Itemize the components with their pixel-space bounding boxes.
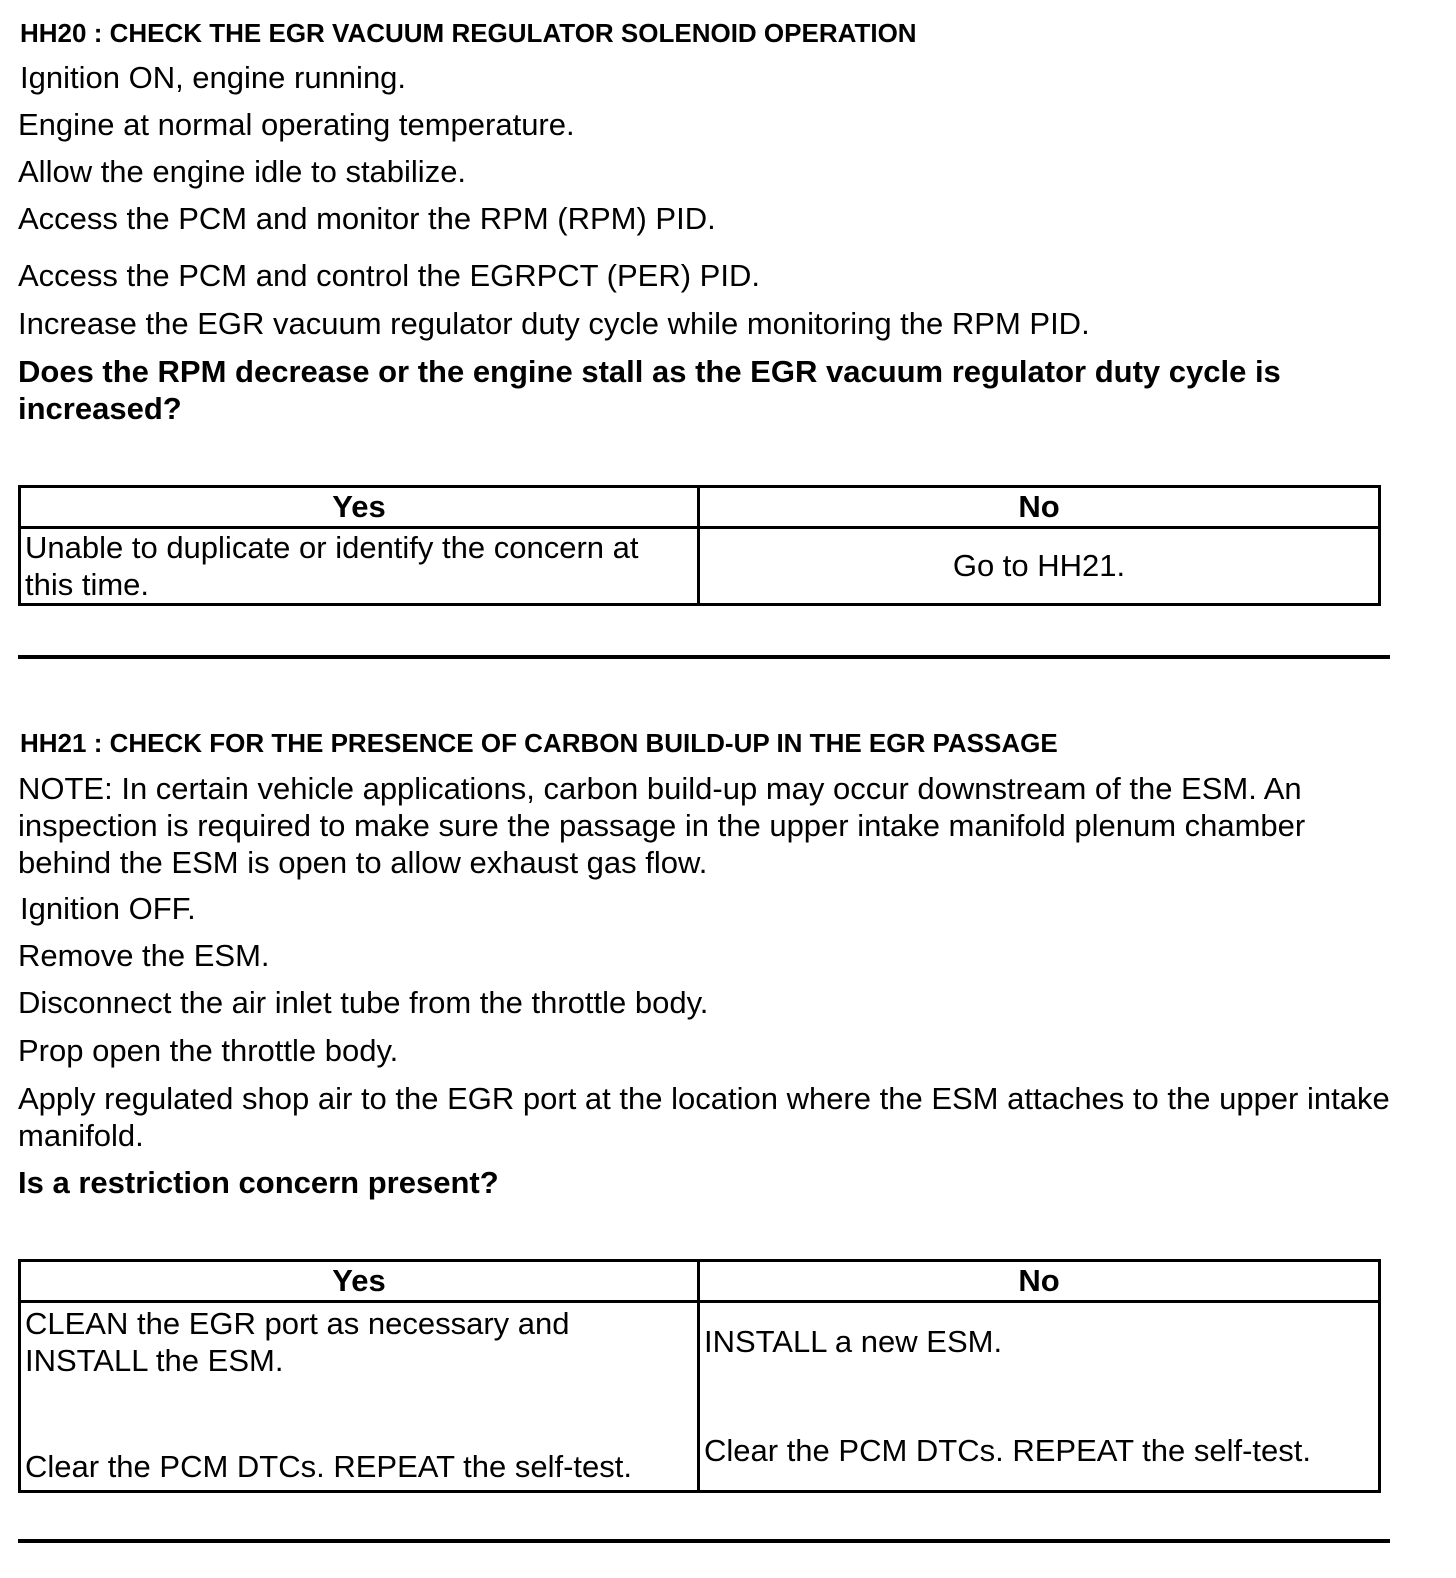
hh21-yes-text-1: CLEAN the EGR port as necessary and INSTALL the ESM. — [25, 1306, 570, 1378]
hh20-step-5: Access the PCM and control the EGRPCT (PER) PID. — [18, 258, 760, 293]
bottom-divider — [18, 1539, 1390, 1543]
hh21-step-1: Ignition OFF. — [20, 891, 196, 926]
hh20-step-3: Allow the engine idle to stabilize. — [18, 154, 467, 189]
hh21-result-table — [18, 1259, 1381, 1493]
hh20-no-cell: Go to HH21. — [699, 528, 1380, 605]
hh20-step-6: Increase the EGR vacuum regulator duty cycle while monitoring the RPM PID. — [18, 306, 1090, 341]
hh20-result-table — [18, 485, 1381, 606]
hh21-yes-cell — [20, 1302, 699, 1492]
hh21-heading: HH21 : CHECK FOR THE PRESENCE OF CARBON BUILD-UP IN THE EGR PASSAGE — [20, 728, 1058, 758]
hh21-step-4: Prop open the throttle body. — [18, 1033, 399, 1068]
hh21-no-cell — [699, 1302, 1380, 1492]
hh21-step-2: Remove the ESM. — [18, 938, 270, 973]
hh20-step-1: Ignition ON, engine running. — [20, 60, 407, 95]
hh21-step-5: Apply regulated shop air to the EGR port at the location where the ESM attaches to the upper intake manifold. — [18, 1081, 1390, 1153]
hh21-no-text-1: INSTALL a new ESM. — [704, 1324, 1003, 1359]
hh20-no-header: No — [699, 487, 1380, 528]
hh20-yes-header: Yes — [20, 487, 699, 528]
hh20-yes-cell: Unable to duplicate or identify the concern at this time. — [20, 528, 699, 605]
hh20-heading: HH20 : CHECK THE EGR VACUUM REGULATOR SOLENOID OPERATION — [20, 18, 917, 48]
hh21-question: Is a restriction concern present? — [18, 1165, 499, 1200]
hh21-no-text-2: Clear the PCM DTCs. REPEAT the self-test. — [704, 1433, 1311, 1468]
hh20-step-4: Access the PCM and monitor the RPM (RPM) PID. — [18, 201, 716, 236]
hh20-step-2: Engine at normal operating temperature. — [18, 107, 575, 142]
hh21-note: NOTE: In certain vehicle applications, carbon build-up may occur downstream of the ESM. An inspection is required to make sure the passage in the upper intake manifold plenum chamber behind the ESM is open to allow exhaust gas flow. — [18, 771, 1306, 880]
hh21-yes-header: Yes — [20, 1261, 699, 1302]
hh20-question: Does the RPM decrease or the engine stall as the EGR vacuum regulator duty cycle is increased? — [18, 354, 1281, 426]
hh21-step-3: Disconnect the air inlet tube from the throttle body. — [18, 985, 709, 1020]
hh21-yes-text-2: Clear the PCM DTCs. REPEAT the self-test. — [25, 1449, 632, 1484]
hh21-no-header: No — [699, 1261, 1380, 1302]
section-divider — [18, 655, 1390, 659]
